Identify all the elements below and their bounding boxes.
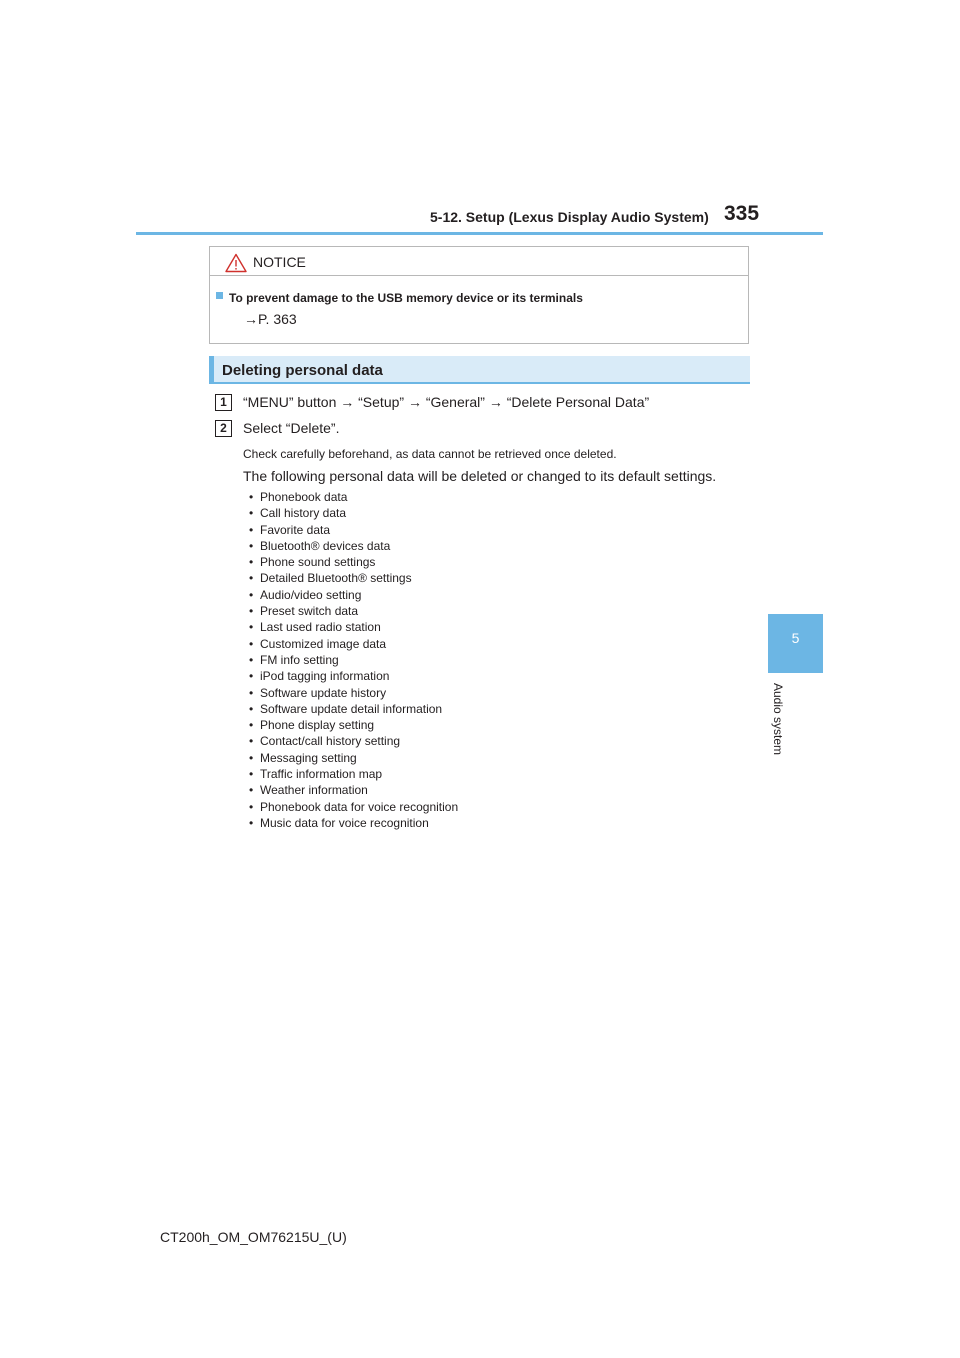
chapter-side-label: Audio system [771,683,785,756]
notice-label: NOTICE [253,254,306,270]
caution-note: Check carefully beforehand, as data cannot be retrieved once deleted. [243,447,617,461]
chapter-tab-rule [768,672,823,673]
list-item: • Call history data [249,505,458,521]
list-item: • Favorite data [249,522,458,538]
header-section-title: 5-12. Setup (Lexus Display Audio System) [430,209,709,225]
warning-triangle-icon [225,253,247,273]
list-item: • Customized image data [249,636,458,652]
list-item: • Detailed Bluetooth® settings [249,570,458,586]
step-text-1: “MENU” button → “Setup” → “General” → “Delete Personal Data” [243,394,650,410]
list-item: • FM info setting [249,652,458,668]
section-title: Deleting personal data [222,362,383,379]
list-item: • Phonebook data [249,489,458,505]
notice-page-reference: →P. 363 [244,311,297,327]
list-item: • Phonebook data for voice recognition [249,799,458,815]
list-item: • Audio/video setting [249,587,458,603]
list-item: • Contact/call history setting [249,733,458,749]
list-item: • Preset switch data [249,603,458,619]
step-text-2: Select “Delete”. [243,420,340,436]
list-intro-text: The following personal data will be deleted or changed to its default settings. [243,468,717,484]
list-item: • Last used radio station [249,619,458,635]
list-item: • Software update history [249,685,458,701]
notice-bullet-text: To prevent damage to the USB memory device or its terminals [229,291,583,305]
list-item: • Phone display setting [249,717,458,733]
section-heading-accent [209,356,214,384]
list-item: • Phone sound settings [249,554,458,570]
step-number-2: 2 [215,420,232,437]
list-item: • Messaging setting [249,750,458,766]
square-bullet-icon [216,292,223,299]
list-item: • Music data for voice recognition [249,815,458,831]
page-number: 335 [724,202,760,225]
footer-model-code: CT200h_OM_OM76215U_(U) [160,1229,347,1245]
list-item: • Traffic information map [249,766,458,782]
list-item: • Software update detail information [249,701,458,717]
personal-data-list [249,489,458,831]
chapter-tab-number: 5 [791,630,800,646]
list-item: • iPod tagging information [249,668,458,684]
list-item: • Weather information [249,782,458,798]
list-item: • Bluetooth® devices data [249,538,458,554]
header-rule [136,232,823,235]
step-number-1: 1 [215,394,232,411]
